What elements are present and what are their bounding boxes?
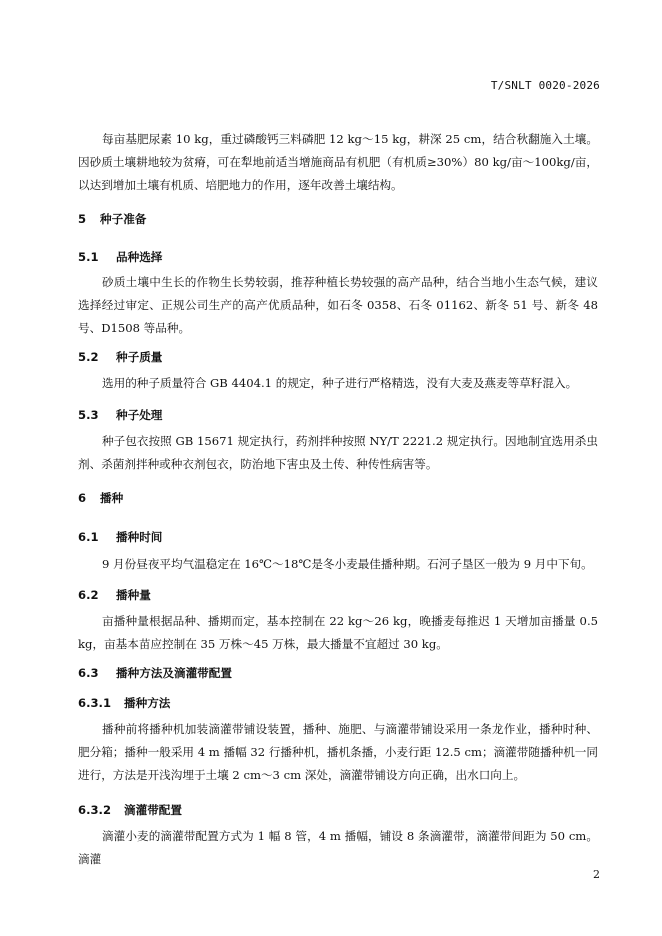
section-6-3-heading: [78, 665, 232, 681]
paragraph-sowing-method: 播种前将播种机加装滴灌带铺设装置，播种、施肥、与滴灌带铺设采用一条龙作业，播种时种、肥分箱；播种一般采用 4 m 播幅 32 行播种机，播机条播，小麦行距 12.5 cm；滴灌带随播种机一同进行，方法是开浅沟埋于土壤 2 cm～3 cm 深处，滴灌带铺设方向正确，出水口向上。: [78, 722, 598, 782]
paragraph-base-fertilizer: 每亩基肥尿素 10 kg，重过磷酸钙三料磷肥 12 kg～15 kg，耕深 25 cm，结合秋翻施入土壤。因砂质土壤耕地较为贫瘠，可在犁地前适当增施商品有机肥（有机质≥30%）80 kg/亩～100kg/亩，以达到增加土壤有机质、培肥地力的作用，逐年改善土壤结构。: [78, 132, 598, 192]
section-title: 播种方法: [124, 696, 171, 710]
section-title: 滴灌带配置: [124, 803, 182, 817]
section-number: 5.1: [78, 250, 99, 264]
section-number: 6.3.1: [78, 696, 112, 710]
section-title: 播种量: [116, 588, 151, 602]
section-6-heading: [78, 490, 123, 506]
section-title: 播种时间: [116, 530, 163, 544]
section-number: 6.1: [78, 530, 99, 544]
section-5-heading: [78, 211, 146, 227]
section-number: 5.2: [78, 350, 99, 364]
section-number: 6.3.2: [78, 803, 112, 817]
section-title: 种子质量: [116, 350, 163, 364]
section-5-1-heading: [78, 249, 162, 265]
section-title: 播种方法及滴灌带配置: [116, 666, 232, 680]
section-title: 播种: [100, 491, 124, 505]
section-6-3-1-heading: [78, 695, 170, 711]
section-title: 种子准备: [100, 212, 147, 226]
section-number: 5.3: [78, 408, 99, 422]
section-number: 5: [78, 212, 87, 226]
section-title: 种子处理: [116, 408, 163, 422]
paragraph-variety-selection: 砂质土壤中生长的作物生长势较弱，推荐种植长势较强的高产品种，结合当地小生态气候，建议选择经过审定、正规公司生产的高产优质品种，如石冬 0358、石冬 01162、新冬 51 号、新冬 48 号、D1508 等品种。: [78, 275, 598, 335]
section-number: 6: [78, 491, 87, 505]
page-number: 2: [593, 868, 600, 881]
document-code: T/SNLT 0020-2026: [490, 79, 600, 92]
paragraph-drip-tape-config: 滴灌小麦的滴灌带配置方式为 1 幅 8 管，4 m 播幅，铺设 8 条滴灌带，滴灌带间距为 50 cm。滴灌: [78, 829, 598, 866]
paragraph-seed-quality: 选用的种子质量符合 GB 4404.1 的规定，种子进行严格精选，没有大麦及燕麦等草籽混入。: [102, 376, 578, 390]
paragraph-sowing-amount: 亩播种量根据品种、播期而定，基本控制在 22 kg～26 kg，晚播麦每推迟 1 天增加亩播量 0.5 kg，亩基本苗应控制在 35 万株～45 万株，最大播量不宜超过 30 kg。: [78, 614, 598, 651]
section-6-1-heading: [78, 529, 162, 545]
section-title: 品种选择: [116, 250, 163, 264]
section-number: 6.3: [78, 666, 99, 680]
paragraph-sowing-time: 9 月份昼夜平均气温稳定在 16℃～18℃是冬小麦最佳播种期。石河子垦区一般为 9 月中下旬。: [102, 557, 593, 571]
section-6-2-heading: [78, 587, 151, 603]
section-6-3-2-heading: [78, 802, 182, 818]
section-number: 6.2: [78, 588, 99, 602]
paragraph-seed-treatment: 种子包衣按照 GB 15671 规定执行，药剂拌种按照 NY/T 2221.2 规定执行。因地制宜选用杀虫剂、杀菌剂拌种或种衣剂包衣，防治地下害虫及土传、种传性病害等。: [78, 434, 598, 471]
section-5-3-heading: [78, 407, 162, 423]
section-5-2-heading: [78, 349, 162, 365]
